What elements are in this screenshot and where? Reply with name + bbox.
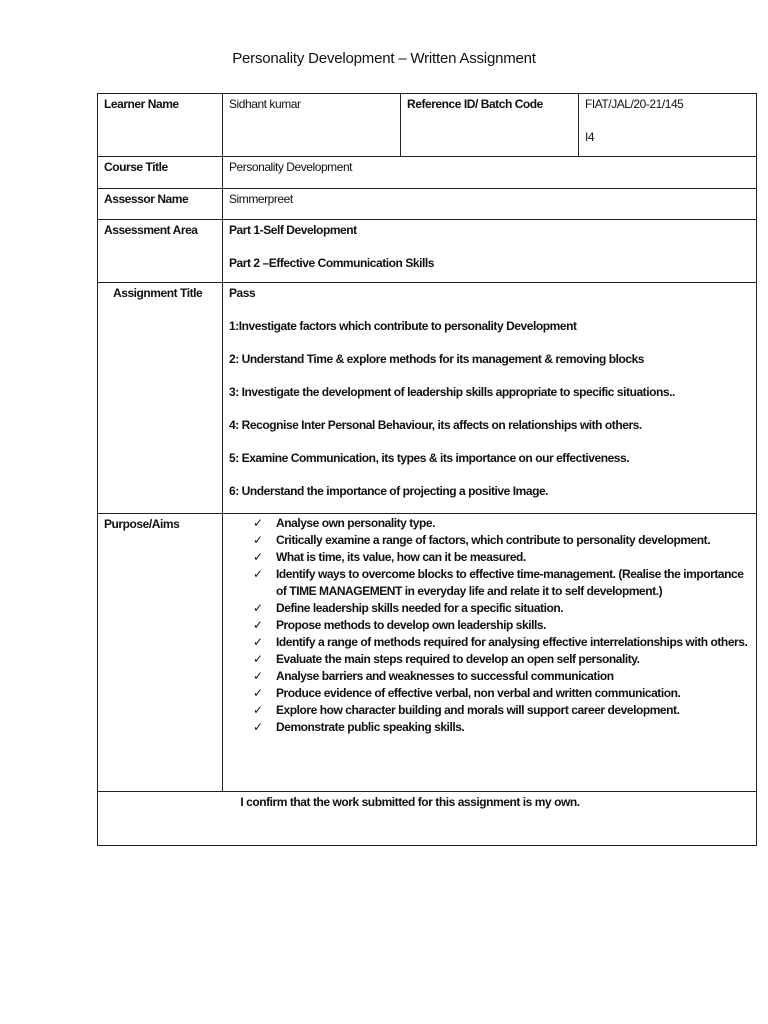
area-part-1: Part 1-Self Development <box>229 223 357 237</box>
purpose-item <box>253 600 750 617</box>
purpose-item-text: Identify ways to overcome blocks to effective time-management. (Realise the importance of TIME MANAGEMENT in everyday life and relate it to self development.) <box>276 567 744 598</box>
purpose-row <box>98 514 757 792</box>
purpose-list-cell <box>223 514 757 792</box>
purpose-item <box>253 515 750 532</box>
checkmark-icon: ✓ <box>253 550 263 564</box>
course-row <box>98 157 757 189</box>
course-title-label: Course Title <box>98 157 223 189</box>
purpose-item-text: Analyse barriers and weaknesses to successful communication <box>276 669 614 683</box>
assignment-info-table <box>97 93 757 846</box>
assignment-line: 1:Investigate factors which contribute to personality Development <box>229 319 577 333</box>
purpose-item-text: Identify a range of methods required for analysing effective interrelationships with others. <box>276 635 748 649</box>
purpose-item <box>253 719 750 736</box>
assessor-row <box>98 189 757 220</box>
assignment-line: 4: Recognise Inter Personal Behaviour, its affects on relationships with others. <box>229 418 642 432</box>
purpose-item-text: Evaluate the main steps required to develop an open self personality. <box>276 652 640 666</box>
purpose-item <box>253 685 750 702</box>
checkmark-icon: ✓ <box>253 720 263 734</box>
assignment-line: 6: Understand the importance of projecting a positive Image. <box>229 484 549 498</box>
assessor-name-label: Assessor Name <box>98 189 223 220</box>
purpose-item <box>253 532 750 549</box>
checkmark-icon: ✓ <box>253 635 263 649</box>
purpose-item-text: Define leadership skills needed for a specific situation. <box>276 601 564 615</box>
purpose-item <box>253 549 750 566</box>
purpose-item <box>253 634 750 651</box>
learner-name-label: Learner Name <box>98 94 223 157</box>
confirmation-row <box>98 792 757 846</box>
assignment-title-row <box>98 283 757 514</box>
purpose-item-text: Explore how character building and morals will support career development. <box>276 703 680 717</box>
purpose-item <box>253 702 750 719</box>
assignment-line: Pass <box>229 286 256 300</box>
purpose-item <box>253 617 750 634</box>
assignment-title-value <box>223 283 757 514</box>
purpose-list <box>229 515 750 736</box>
assignment-line: 2: Understand Time & explore methods for its management & removing blocks <box>229 352 645 366</box>
checkmark-icon: ✓ <box>253 567 263 581</box>
purpose-item-text: Demonstrate public speaking skills. <box>276 720 465 734</box>
document-title: Personality Development – Written Assignment <box>232 50 536 67</box>
assessor-name-value: Simmerpreet <box>223 189 757 220</box>
purpose-item-text: Produce evidence of effective verbal, non verbal and written communication. <box>276 686 681 700</box>
assessment-area-row <box>98 220 757 283</box>
batch-code: I4 <box>585 130 595 144</box>
purpose-item-text: What is time, its value, how can it be measured. <box>276 550 526 564</box>
purpose-item-text: Propose methods to develop own leadership skills. <box>276 618 547 632</box>
purpose-item <box>253 651 750 668</box>
checkmark-icon: ✓ <box>253 618 263 632</box>
purpose-label: Purpose/Aims <box>98 514 223 792</box>
assessment-area-label: Assessment Area <box>98 220 223 283</box>
reference-id: FIAT/JAL/20-21/145 <box>585 97 684 111</box>
purpose-item-text: Analyse own personality type. <box>276 516 435 530</box>
checkmark-icon: ✓ <box>253 669 263 683</box>
checkmark-icon: ✓ <box>253 516 263 530</box>
course-title-value: Personality Development <box>223 157 757 189</box>
assignment-title-label: Assignment Title <box>98 283 223 514</box>
purpose-item <box>253 566 750 600</box>
checkmark-icon: ✓ <box>253 703 263 717</box>
purpose-item <box>253 668 750 685</box>
learner-row <box>98 94 757 157</box>
reference-label: Reference ID/ Batch Code <box>401 94 579 157</box>
assignment-line: 5: Examine Communication, its types & its importance on our effectiveness. <box>229 451 630 465</box>
area-part-2: Part 2 –Effective Communication Skills <box>229 256 434 270</box>
checkmark-icon: ✓ <box>253 686 263 700</box>
purpose-item-text: Critically examine a range of factors, which contribute to personality development. <box>276 533 711 547</box>
learner-name-value: Sidhant kumar <box>223 94 401 157</box>
checkmark-icon: ✓ <box>253 533 263 547</box>
assignment-line: 3: Investigate the development of leadership skills appropriate to specific situations.. <box>229 385 675 399</box>
confirmation-statement: I confirm that the work submitted for this assignment is my own. <box>98 792 757 846</box>
assessment-area-value <box>223 220 757 283</box>
reference-value <box>579 94 757 157</box>
checkmark-icon: ✓ <box>253 652 263 666</box>
checkmark-icon: ✓ <box>253 601 263 615</box>
